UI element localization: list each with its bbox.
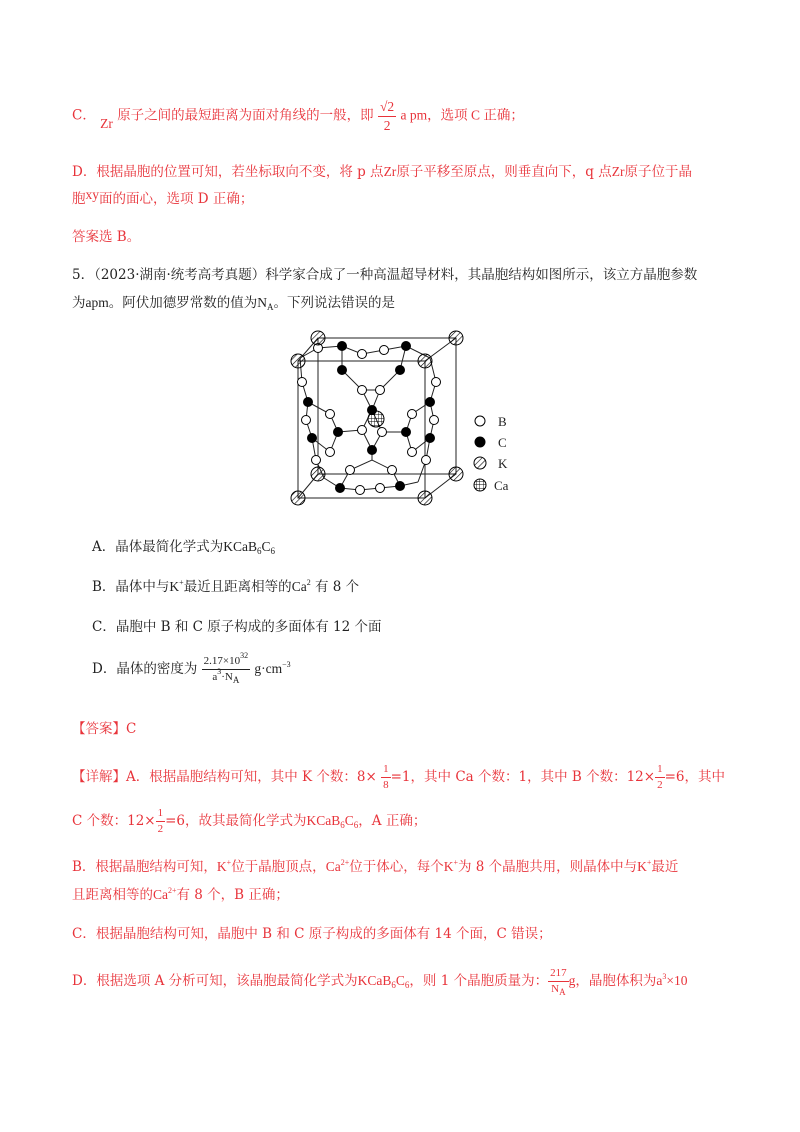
question-line-1: 5．（2023·湖南·统考高考真题）科学家合成了一种高温超导材料，其晶胞结构如图所示，该立方晶胞参数 — [72, 267, 698, 283]
legend-potassium-symbol — [474, 457, 486, 469]
legend-boron-symbol — [475, 416, 485, 426]
prev-option-d-line2: 胞xy面的面心，选项 D 正确； — [72, 187, 254, 207]
prev-option-c: C． Zr 原子之间的最短距离为面对角线的一般，即 $\frac{√2}{2}$ a pm，选项 C 正确； — [72, 99, 524, 133]
legend-boron-label: B — [498, 414, 507, 429]
prev-option-d-line1: D．根据晶胞的位置可知，若坐标取向不变，将 p 点Zr原子平移至原点，则垂直向下，q 点Zr原子位于晶 — [72, 164, 692, 180]
plane-xy: xy — [85, 187, 99, 202]
element-zr: Zr — [100, 115, 113, 131]
fraction-1-2: $\frac{1}{2}$ — [157, 807, 164, 835]
legend — [474, 414, 509, 493]
element-zr: Zr — [383, 164, 397, 179]
legend-carbon-label: C — [498, 435, 507, 450]
prev-answer: 答案选 B。 — [72, 229, 141, 245]
fraction-sqrt2-over-2: $\frac{√2}{2}$ — [379, 99, 395, 133]
fraction-1-8: $\frac{1}{8}$ — [383, 763, 389, 791]
explain-b-line2: 且距离相等的$Ca^{2+}$有 8 个，B 正确； — [72, 886, 289, 903]
question-line-2: 为apm。阿伏加德罗常数的值为$N_A$。下列说法错误的是 — [72, 295, 395, 312]
density-fraction: $\frac{2.17\times 10^{32}}{a^3\cdot N_A}$ — [203, 651, 249, 685]
explain-a-line2: C 个数：12× $\frac{1}{2}$ =6，故其最简化学式为$KCaB_6C_6$，A 正确； — [72, 807, 427, 835]
mass-fraction: $\frac{217}{N_A}$ — [550, 967, 567, 997]
explain-b-line1: B．根据晶胞结构可知，K+位于晶胞顶点，$Ca^{2+}$位于体心，每个K+为 8 个晶胞共用，则晶体中与K+最近 — [72, 858, 679, 875]
explain-c-line: C．根据晶胞结构可知，晶胞中 B 和 C 原子构成的多面体有 14 个面，C 错误； — [72, 926, 552, 942]
legend-carbon-symbol — [475, 437, 485, 447]
explain-d-line: D．根据选项 A 分析可知，该晶胞最简化学式为$KCaB_6C_6$，则 1 个晶胞质量为： $\frac{217}{N_A}$ g，晶胞体积为$a^3\times 10$ — [72, 967, 688, 997]
element-zr: Zr — [611, 164, 625, 179]
answer-label: 【答案】C — [72, 721, 137, 737]
legend-calcium-symbol — [474, 479, 486, 491]
explain-a-line1: 【详解】A．根据晶胞结构可知，其中 K 个数：8× $\frac{1}{8}$ =1，其中 Ca 个数：1，其中 B 个数：12× $\frac{1}{2}$ =6，其中 — [72, 763, 725, 791]
option-a: A．晶体最简化学式为$KCaB_6C_6$ — [92, 539, 276, 556]
calcium-atom — [368, 411, 384, 427]
crystal-structure-figure — [280, 320, 520, 520]
legend-calcium-label: Ca — [494, 478, 509, 493]
option-d: D．晶体的密度为 $\frac{2.17\times 10^{32}}{a^3\cdot N_A}$ $g\cdot cm^{-3}$ — [92, 651, 291, 685]
option-b: B．晶体中与K+最近且距离相等的Ca$^2$ 有 8 个 — [92, 578, 360, 595]
legend-potassium-label: K — [498, 456, 508, 471]
fraction-1-2: $\frac{1}{2}$ — [657, 763, 663, 791]
option-c: C．晶胞中 B 和 C 原子构成的多面体有 12 个面 — [92, 619, 382, 635]
